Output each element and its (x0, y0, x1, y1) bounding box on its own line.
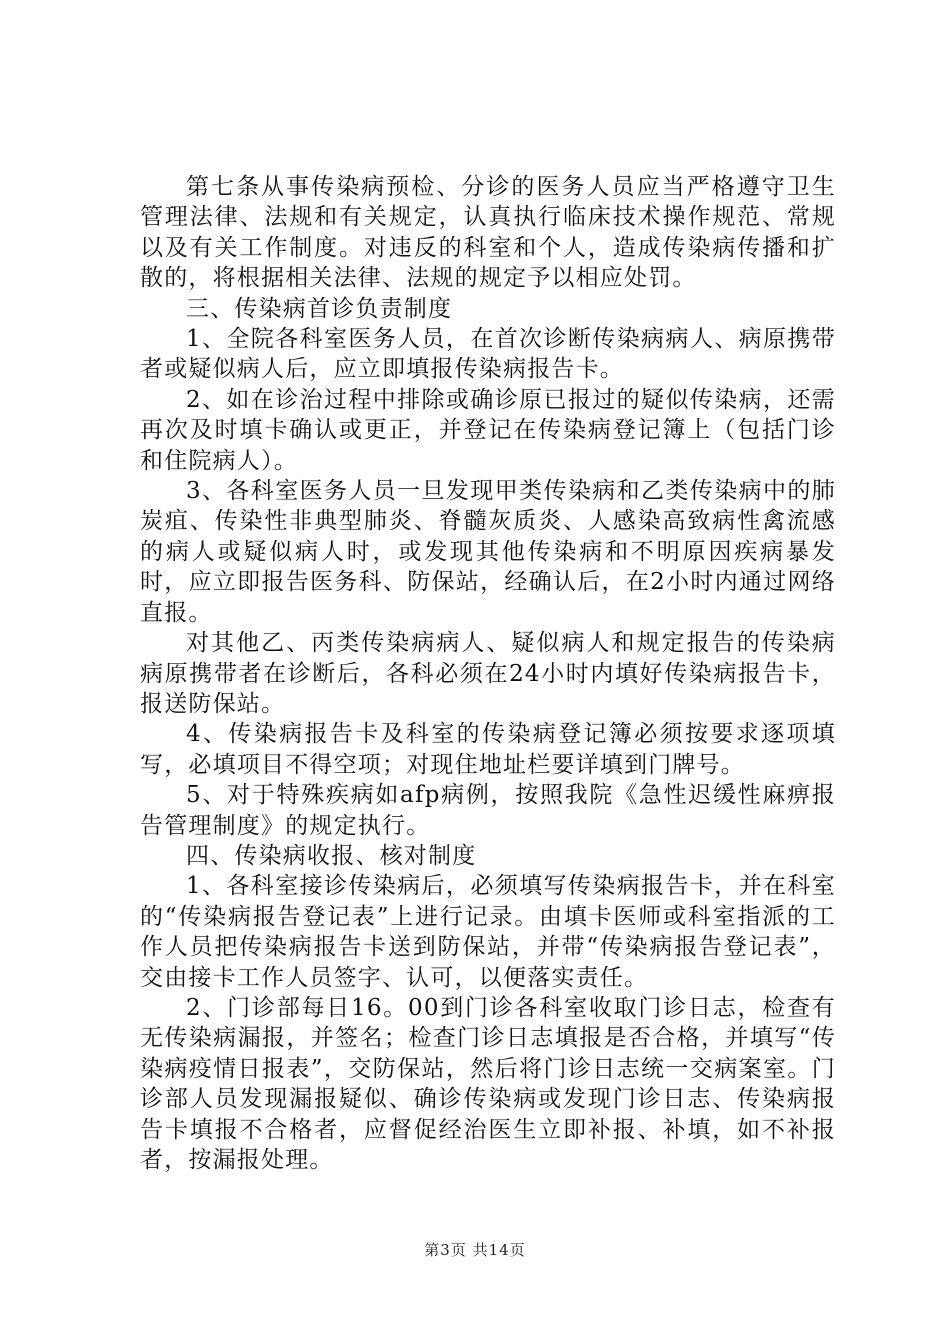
paragraph-article-7: 第七条从事传染病预检、分诊的医务人员应当严格遵守卫生管理法律、法规和有关规定，认真执行临床技术操作规范、常规以及有关工作制度。对违反的科室和个人，造成传染病传播和扩散的，将根据相关法律、法规的规定予以相应处罚。 (140, 174, 836, 292)
page-number-footer: 第3页 共14页 (424, 1241, 526, 1259)
paragraph-4-1: 1、各科室接诊传染病后，必须填写传染病报告卡，并在科室的“传染病报告登记表”上进行记录。由填卡医师或科室指派的工作人员把传染病报告卡送到防保站，并带“传染病报告登记表”，交由接卡工作人员签字、认可，以便落实责任。 (140, 873, 836, 991)
section-heading-4: 四、传染病收报、核对制度 (186, 842, 477, 869)
paragraph-3-1: 1、全院各科室医务人员，在首次诊断传染病病人、病原携带者或疑似病人后，应立即填报传染病报告卡。 (140, 326, 836, 383)
paragraph-3-3: 3、各科室医务人员一旦发现甲类传染病和乙类传染病中的肺炭疽、传染性非典型肺炎、脊髓灰质炎、人感染高致病性禽流感的病人或疑似病人时，或发现其他传染病和不明原因疾病暴发时，应立即报告医务科、防保站，经确认后，在2小时内通过网络直报。 (140, 478, 836, 626)
document-body (140, 172, 836, 1175)
section-heading-3: 三、传染病首诊负责制度 (186, 295, 453, 322)
paragraph-3-5: 5、对于特殊疾病如afp病例，按照我院《急性迟缓性麻痹报告管理制度》的规定执行。 (140, 782, 836, 839)
paragraph-3-2: 2、如在诊治过程中排除或确诊原已报过的疑似传染病，还需再次及时填卡确认或更正，并登记在传染病登记簿上（包括门诊和住院病人）。 (140, 386, 836, 474)
paragraph-3-3-cont: 对其他乙、丙类传染病病人、疑似病人和规定报告的传染病病原携带者在诊断后，各科必须在24小时内填好传染病报告卡，报送防保站。 (140, 630, 836, 717)
paragraph-4-2: 2、门诊部每日16。00到门诊各科室收取门诊日志，检查有无传染病漏报，并签名；检查门诊日志填报是否合格，并填写“传染病疫情日报表”，交防保站，然后将门诊日志统一交病案室。门诊部人员发现漏报疑似、确诊传染病或发现门诊日志、传染病报告卡填报不合格者，应督促经治医生立即补报、补填，如不补报者，按漏报处理。 (140, 994, 836, 1173)
paragraph-3-4: 4、传染病报告卡及科室的传染病登记簿必须按要求逐项填写，必填项目不得空项；对现住地址栏要详填到门牌号。 (140, 721, 836, 778)
